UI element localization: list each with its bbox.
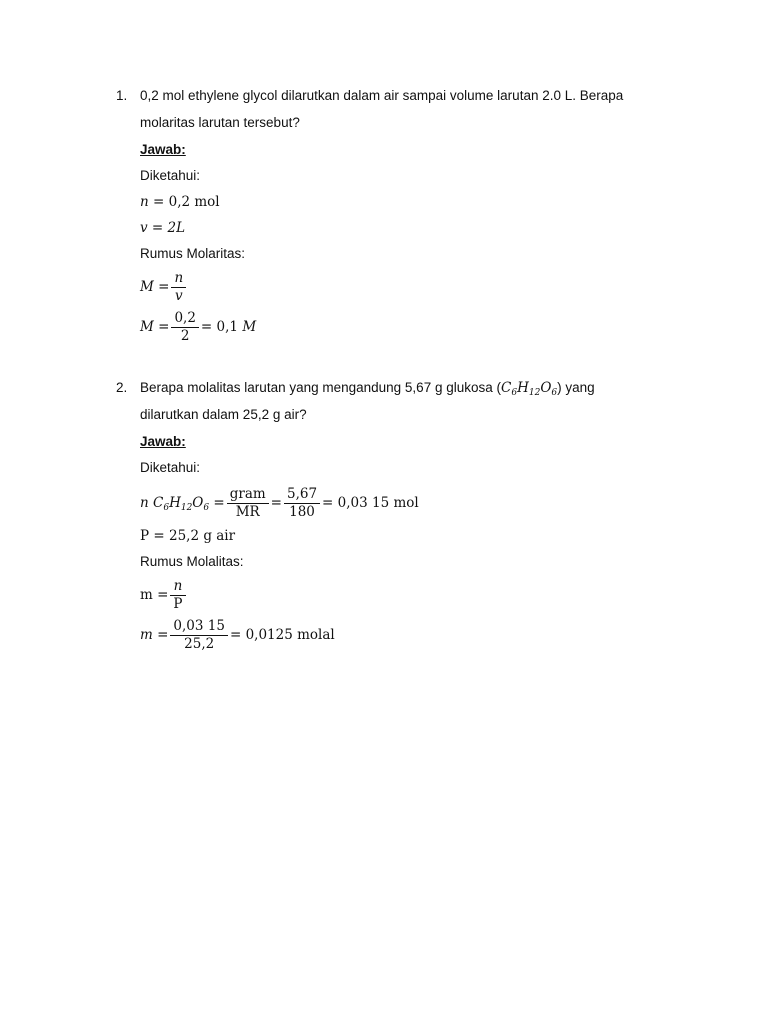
- question-2-text-line2: dilarutkan dalam 25,2 g air?: [140, 407, 307, 422]
- question-2-frac2-den: 180: [289, 504, 315, 520]
- question-2-fraction-values: [284, 486, 320, 521]
- question-2-formula-label: Rumus Molalitas:: [140, 554, 244, 569]
- question-1-v-equation: v = 2L: [140, 220, 186, 236]
- question-1-v-value: 2L: [167, 220, 186, 236]
- question-1-n-equation: n = 0,2 mol: [140, 194, 220, 210]
- question-1-answer-label: Jawab:: [140, 142, 186, 157]
- question-1-calc-num: 0,2: [171, 310, 198, 328]
- question-1-number: 1.: [116, 88, 128, 103]
- question-2-frac2-num: 5,67: [284, 486, 320, 504]
- question-2-frac1-den: MR: [235, 504, 260, 520]
- question-2-calc-num: 0,03 15: [170, 618, 228, 636]
- question-2-calc-den: 25,2: [184, 636, 215, 652]
- glucose-formula: $C_6H_{12}O_6$: [501, 380, 558, 398]
- question-2-n-result: 0,03 15 mol: [337, 495, 419, 511]
- question-2-text-pre: Berapa molalitas larutan yang mengandung 5,67 g glukosa (: [140, 380, 501, 395]
- question-2-answer-label: Jawab:: [140, 434, 186, 449]
- question-1-formula: M = $\frac{n}{v}$: [140, 270, 188, 305]
- question-2-p-line: P = 25,2 g air: [140, 528, 236, 544]
- question-2-calc-fraction: [170, 618, 228, 653]
- question-2-known-label: Diketahui:: [140, 460, 201, 475]
- question-1-calculation: M = $\frac{0,2}{2}$ = 0,1 M: [140, 310, 257, 344]
- question-1-known-label: Diketahui:: [140, 168, 201, 183]
- question-2-formula-fraction: $\frac{n}{P}$: [170, 578, 185, 613]
- question-1-text-line2: molaritas larutan tersebut?: [140, 115, 300, 130]
- question-1-n-value: 0,2 mol: [168, 194, 220, 210]
- question-1-calc-den: 2: [180, 328, 190, 344]
- question-1-calc-fraction: [171, 310, 198, 345]
- question-2-number: 2.: [116, 380, 128, 395]
- question-2-text-post: ) yang: [557, 380, 595, 395]
- question-2-n-equation: n $C_6H_{12}O_6$ = $\frac{\text{gram}}{MR}$ = $\frac{5,67}{180}$ = 0,03 15 mol: [140, 486, 419, 520]
- question-2-calculation: m = $\frac{0,03 15}{25,2}$ = 0,0125 molal: [140, 618, 335, 652]
- question-2-frac1-num: gram: [227, 486, 269, 504]
- question-1-formula-fraction: $\frac{n}{v}$: [171, 270, 186, 305]
- question-2-calc-result: 0,0125 molal: [245, 627, 335, 643]
- question-2-fraction-gram-mr: [227, 486, 269, 521]
- question-2-text-line1: [140, 380, 595, 396]
- question-2-formula: m = $\frac{n}{P}$: [140, 578, 188, 613]
- question-1-calc-result: 0,1: [216, 319, 239, 335]
- question-1-text-line1: 0,2 mol ethylene glycol dilarutkan dalam air sampai volume larutan 2.0 L. Berapa: [140, 88, 624, 103]
- question-1-formula-label: Rumus Molaritas:: [140, 246, 246, 261]
